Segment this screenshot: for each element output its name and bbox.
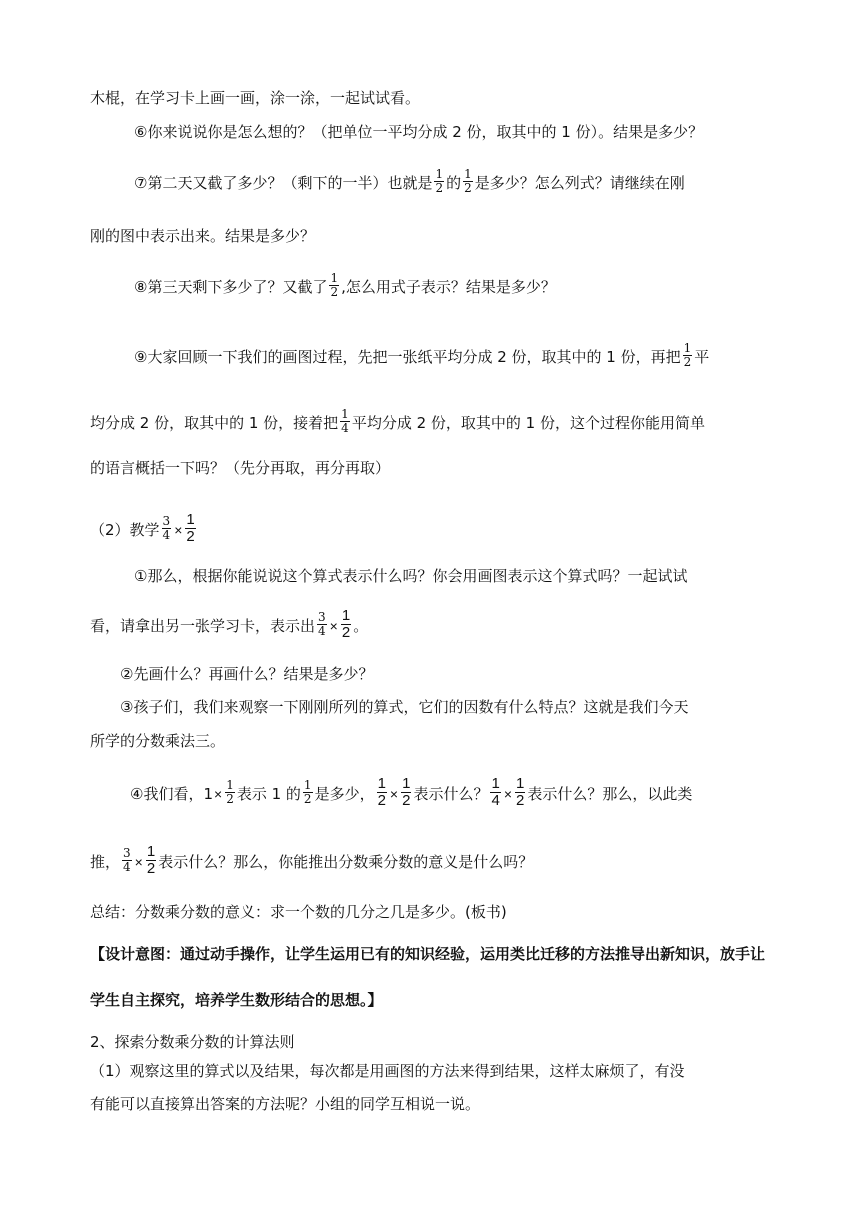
fraction-one-half: $\frac{1}{2}$ <box>402 775 411 809</box>
paragraph-line: 均分成 2 份，取其中的 1 份，接着把 $\frac{1}{4}$ 平均分成 2 份，取其中的 1 份，这个过程你能用简单 <box>90 407 705 435</box>
fraction-one-half: $\frac{1}{2}$ <box>146 843 156 877</box>
paragraph-line: 木棍，在学习卡上画一画，涂一涂，一起试试看。 <box>90 89 421 107</box>
fraction-one-quarter: $\frac{1}{4}$ <box>491 775 500 809</box>
multiply-sign: × <box>389 786 399 802</box>
paragraph-line: 的语言概括一下吗？（先分再取，再分再取） <box>90 459 391 477</box>
fraction-one-half: $\frac{1}{2}$ <box>377 775 386 809</box>
multiply-sign: × <box>214 786 223 802</box>
design-intent-note: 【设计意图：通过动手操作，让学生运用已有的知识经验，运用类比迁移的方法推导出新知识，放手让 <box>90 945 766 963</box>
paragraph-line: ⑥你来说说你是怎么想的？（把单位一平均分成 2 份，取其中的 1 份）。结果是多少？ <box>134 123 704 141</box>
fraction-one-half: $\frac{1}{2}$ <box>330 271 339 299</box>
section-heading: （2）教学 $\frac{3}{4}$ × $\frac{1}{2}$ <box>90 511 195 545</box>
fraction-three-quarters: $\frac{3}{4}$ <box>123 846 131 874</box>
paragraph-line: 有能可以直接算出答案的方法呢？小组的同学互相说一说。 <box>90 1095 481 1113</box>
fraction-one-half: $\frac{1}{2}$ <box>683 341 692 369</box>
paragraph-line: ③孩子们，我们来观察一下刚刚所列的算式，它们的因数有什么特点？这就是我们今天 <box>120 698 689 716</box>
design-intent-note: 学生自主探究，培养学生数形结合的思想。】 <box>90 991 383 1009</box>
paragraph-line: （1）观察这里的算式以及结果，每次都是用画图的方法来得到结果，这样太麻烦了，有没 <box>90 1062 685 1080</box>
fraction-one-half: $\frac{1}{2}$ <box>303 778 312 806</box>
paragraph-line: 看，请拿出另一张学习卡，表示出 $\frac{3}{4}$ × $\frac{1}{2}$ 。 <box>90 607 369 641</box>
fraction-one-half: $\frac{1}{2}$ <box>435 167 444 195</box>
multiply-sign: × <box>134 854 143 870</box>
paragraph-line: ⑧第三天剩下多少了？又截了 $\frac{1}{2}$ ,怎么用式子表示？结果是多少？ <box>134 271 556 299</box>
paragraph-line: 刚的图中表示出来。结果是多少？ <box>90 227 316 245</box>
fraction-one-half: $\frac{1}{2}$ <box>516 775 525 809</box>
fraction-one-half: $\frac{1}{2}$ <box>226 778 234 806</box>
fraction-one-quarter: $\frac{1}{4}$ <box>341 407 349 435</box>
fraction-three-quarters: $\frac{3}{4}$ <box>318 610 326 638</box>
multiply-sign: × <box>174 522 183 538</box>
paragraph-line: 所学的分数乘法三。 <box>90 732 226 750</box>
paragraph-line: ①那么，根据你能说说这个算式表示什么吗？你会用画图表示这个算式吗？一起试试 <box>134 567 688 585</box>
fraction-one-half: $\frac{1}{2}$ <box>464 167 472 195</box>
fraction-one-half: $\frac{1}{2}$ <box>186 511 195 545</box>
paragraph-line: ④我们看，1× $\frac{1}{2}$ 表示 1 的 $\frac{1}{2}$ 是多少， $\frac{1}{2}$ × $\frac{1}{2}$ 表示什么？ $\frac{1}{4}$ × $\frac{1}{2}$ 表示什么？那么，以此类 <box>130 775 693 809</box>
multiply-sign: × <box>329 618 338 634</box>
paragraph-line: ②先画什么？再画什么？结果是多少？ <box>120 665 374 683</box>
multiply-sign: × <box>503 786 512 802</box>
section-heading: 2、探索分数乘分数的计算法则 <box>90 1033 295 1051</box>
fraction-three-quarters: $\frac{3}{4}$ <box>162 514 171 542</box>
summary-line: 总结：分数乘分数的意义：求一个数的几分之几是多少。(板书) <box>90 903 507 921</box>
paragraph-line: ⑨大家回顾一下我们的画图过程，先把一张纸平均分成 2 份，取其中的 1 份，再把 $\frac{1}{2}$ 平 <box>134 341 710 369</box>
paragraph-line: 推， $\frac{3}{4}$ × $\frac{1}{2}$ 表示什么？那么，你能推出分数乘分数的意义是什么吗？ <box>90 843 534 877</box>
fraction-one-half: $\frac{1}{2}$ <box>341 607 351 641</box>
paragraph-line: ⑦第二天又截了多少？（剩下的一半）也就是 $\frac{1}{2}$ 的 $\frac{1}{2}$ 是多少？怎么列式？请继续在刚 <box>134 167 685 195</box>
